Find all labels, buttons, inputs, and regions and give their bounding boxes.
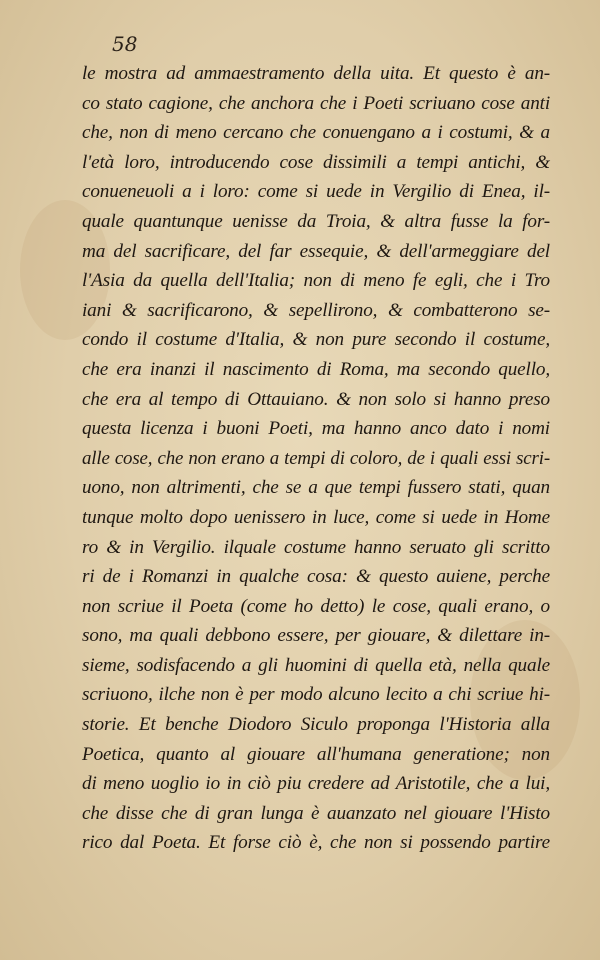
text-line: iani & sacrificarono, & sepellirono, & combatterono se- — [82, 299, 550, 321]
text-line: questa licenza i buoni Poeti, ma hanno anco dato i nomi — [82, 418, 550, 440]
text-line: uono, non altrimenti, che se a que tempi fussero stati, quan — [82, 477, 550, 499]
text-line: che disse che di gran lunga è auanzato nel giouare l'Histo — [82, 802, 550, 824]
text-line: Poetica, quanto al giouare all'humana generatione; non — [82, 743, 550, 765]
text-line: sieme, sodisfacendo a gli huomini di quella età, nella quale — [82, 654, 550, 676]
text-line: alle cose, che non erano a tempi di coloro, de i quali essi scri- — [82, 447, 550, 469]
text-line: scriuono, ilche non è per modo alcuno lecito a chi scriue hi- — [82, 684, 550, 706]
text-line: di meno uoglio io in ciò piu credere ad Aristotile, che a lui, — [82, 773, 550, 795]
page-number: 58 — [112, 32, 138, 56]
text-line: che era inanzi il nascimento di Roma, ma secondo quello, — [82, 358, 550, 380]
text-line: l'Asia da quella dell'Italia; non di meno fe egli, che i Tro — [82, 270, 550, 292]
text-line: conueneuoli a i loro: come si uede in Vergilio di Enea, il- — [82, 181, 550, 203]
text-line: storie. Et benche Diodoro Siculo proponga l'Historia alla — [82, 714, 550, 736]
text-line: rico dal Poeta. Et forse ciò è, che non si possendo partire — [82, 832, 550, 854]
body-text — [82, 59, 550, 858]
text-line: co stato cagione, che anchora che i Poeti scriuano cose anti — [82, 92, 550, 114]
text-line: sono, ma quali debbono essere, per giouare, & dilettare in- — [82, 625, 550, 647]
text-line: condo il costume d'Italia, & non pure secondo il costume, — [82, 329, 550, 351]
text-line: ro & in Vergilio. ilquale costume hanno seruato gli scritto — [82, 536, 550, 558]
text-line: le mostra ad ammaestramento della uita. Et questo è an- — [82, 63, 550, 84]
text-line: ma del sacrificare, del far essequie, & dell'armeggiare del — [82, 240, 550, 262]
text-line: tunque molto dopo uenissero in luce, come si uede in Home — [82, 506, 550, 528]
text-line: che era al tempo di Ottauiano. & non solo si hanno preso — [82, 388, 550, 410]
text-line: ri de i Romanzi in qualche cosa: & questo auiene, perche — [82, 566, 550, 588]
text-line: non scriue il Poeta (come ho detto) le cose, quali erano, o — [82, 595, 550, 617]
text-line: quale quantunque uenisse da Troia, & altra fusse la for- — [82, 210, 550, 232]
text-line: che, non di meno cercano che conuengano a i costumi, & a — [82, 122, 550, 144]
text-line: l'età loro, introducendo cose dissimili a tempi antichi, & — [82, 151, 550, 173]
